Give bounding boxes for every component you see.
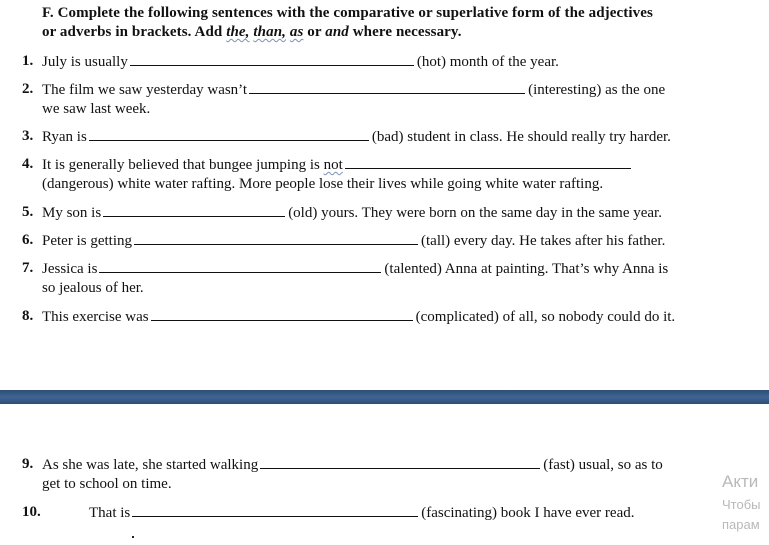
answer-blank-8[interactable] xyxy=(151,306,413,321)
answer-blank-4[interactable] xyxy=(345,154,631,169)
keyword-the: the, xyxy=(226,24,250,40)
answer-blank-2[interactable] xyxy=(249,79,525,94)
keyword-and: and xyxy=(325,24,349,40)
instructions-line-1: F. Complete the following sentences with the comparative or superlative form of the adjectives xyxy=(42,5,653,21)
answer-blank-10[interactable] xyxy=(132,502,418,517)
answer-blank-5[interactable] xyxy=(103,202,285,217)
keyword-than: than, xyxy=(253,24,287,40)
answer-blank-9[interactable] xyxy=(260,454,540,469)
answer-blank-7[interactable] xyxy=(99,258,381,273)
answer-blank-6[interactable] xyxy=(134,230,418,245)
activation-watermark-line-3: парам xyxy=(722,517,760,532)
instructions-line-2: or adverbs in brackets. Add the, than, as or and where necessary. xyxy=(42,24,462,40)
activation-watermark-title: Акти xyxy=(722,472,759,491)
activation-watermark-line-2: Чтобы xyxy=(722,497,761,512)
page-break-bar xyxy=(0,390,769,404)
keyword-as: as xyxy=(289,24,304,40)
answer-blank-3[interactable] xyxy=(89,126,369,141)
exercise-instructions xyxy=(42,4,757,42)
stray-dot xyxy=(132,536,134,538)
answer-blank-1[interactable] xyxy=(130,51,414,66)
